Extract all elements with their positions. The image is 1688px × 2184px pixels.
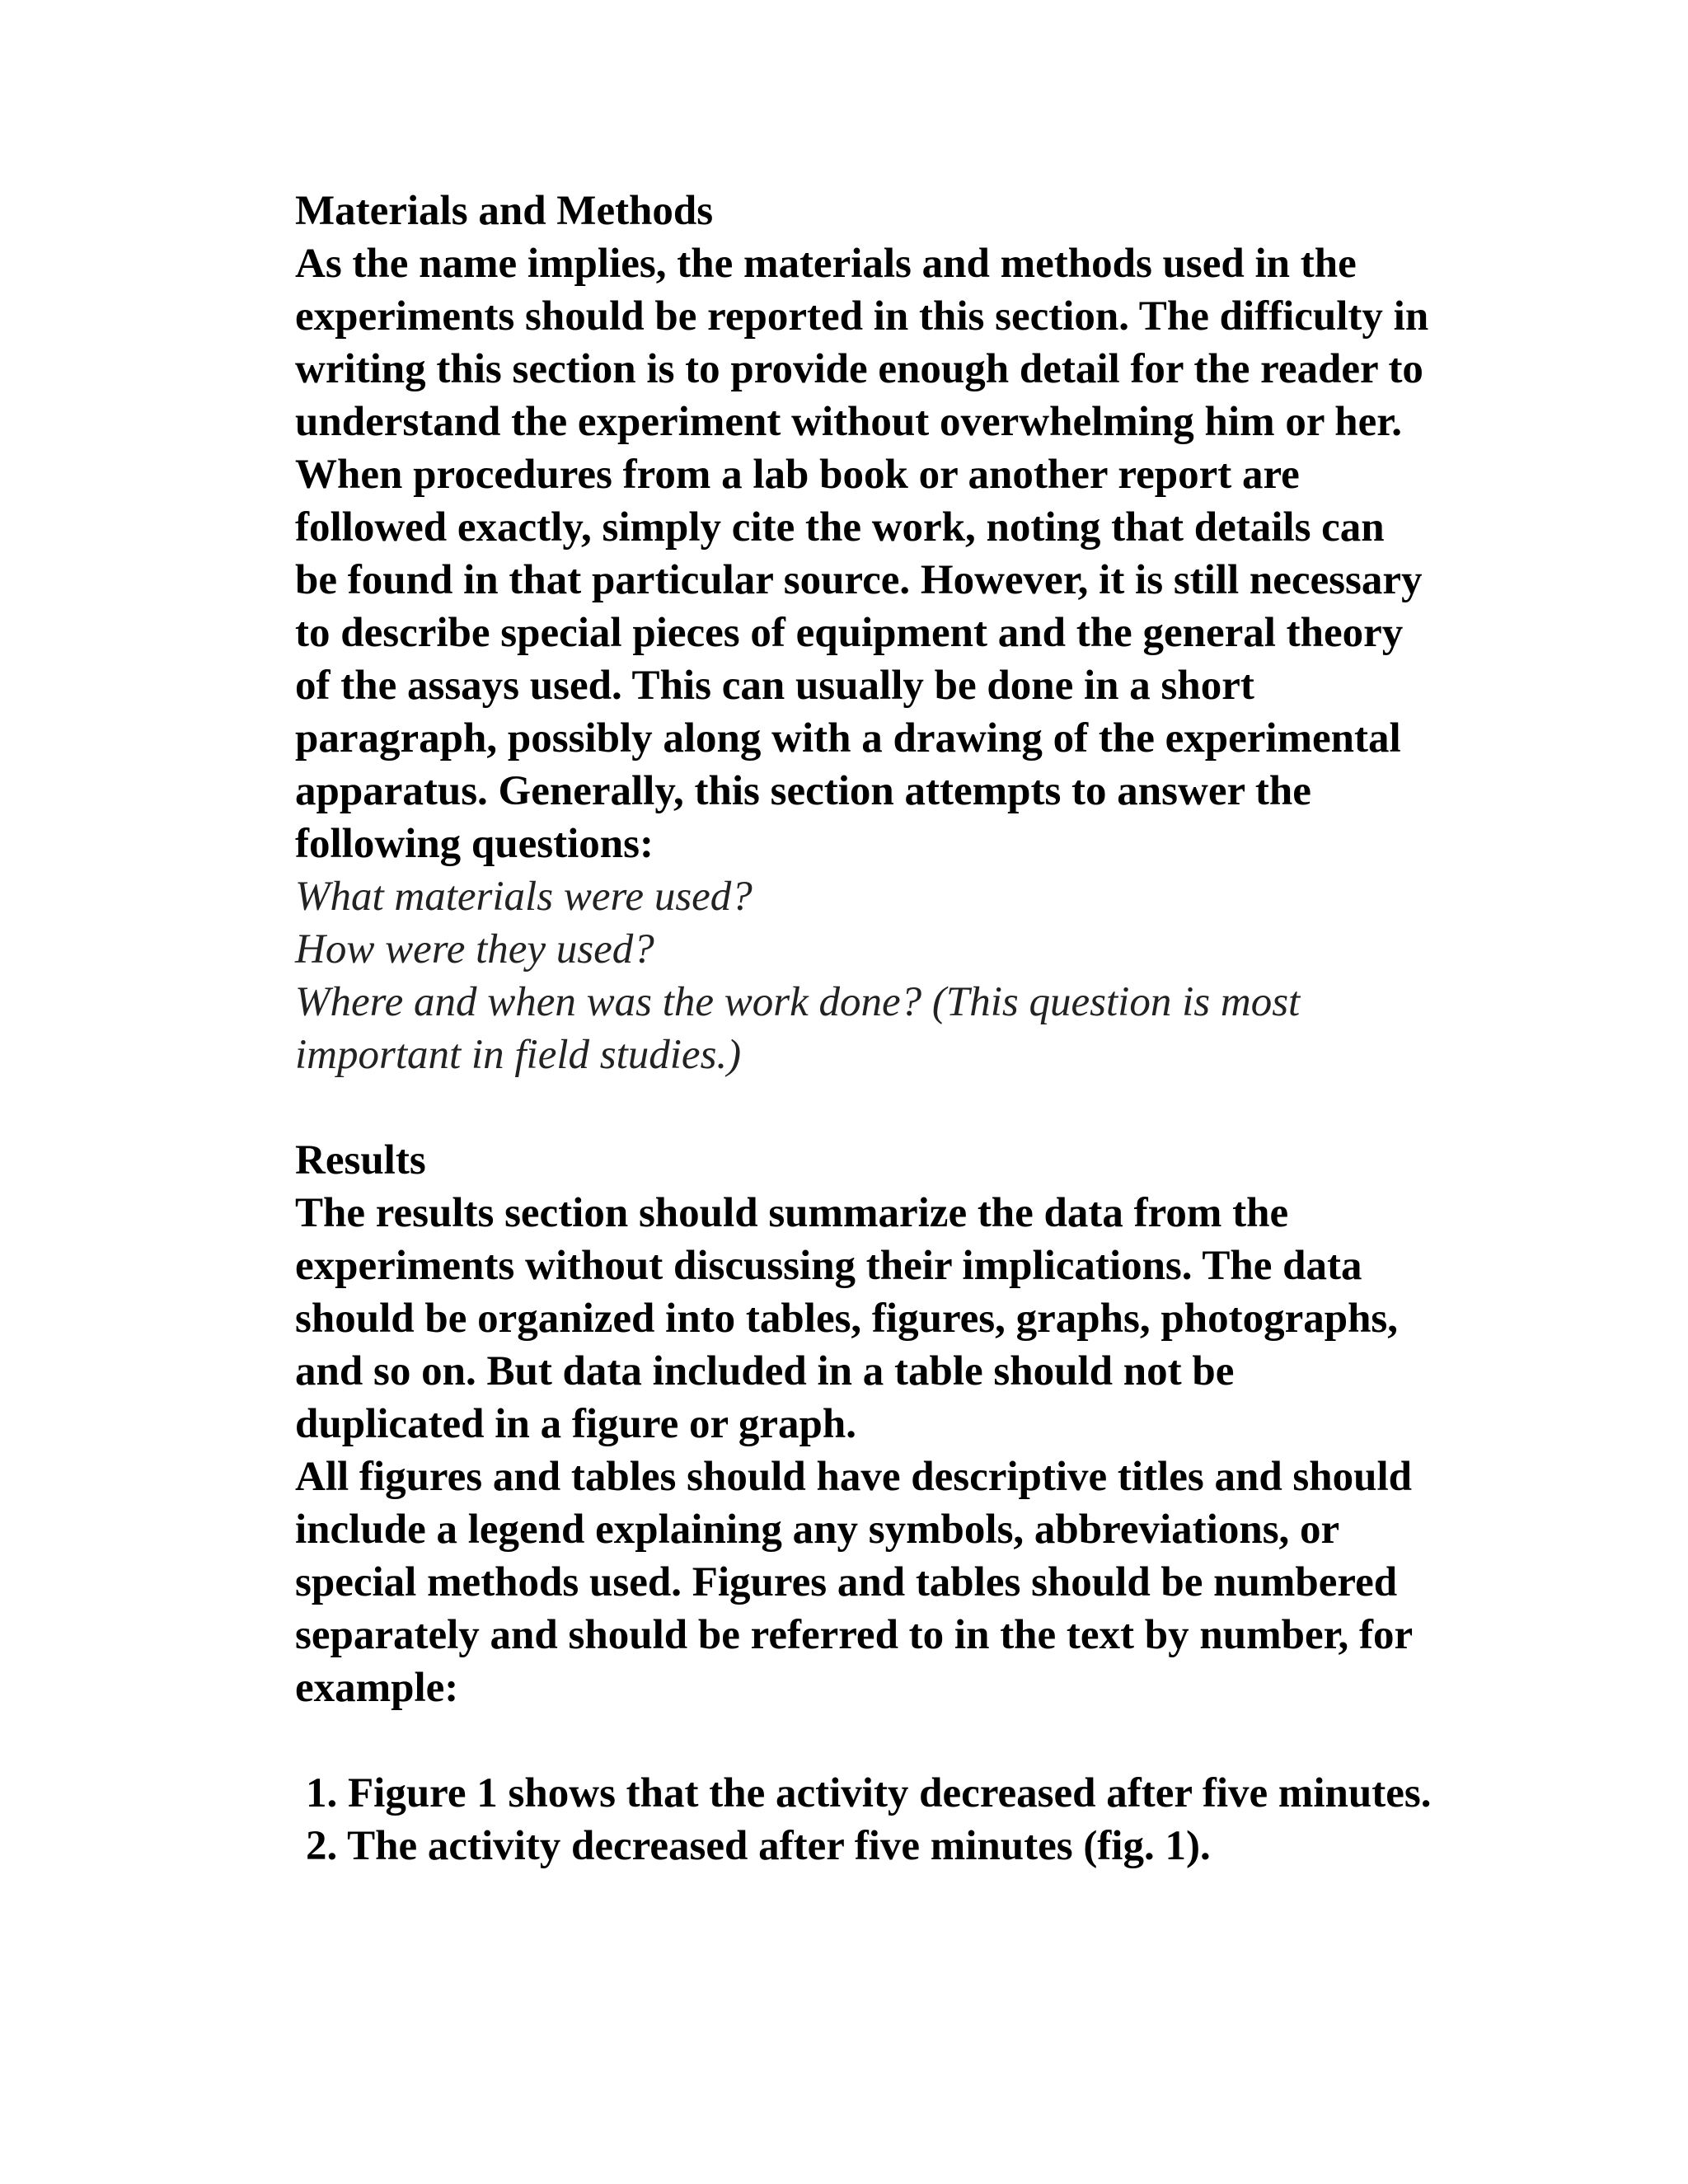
- question-2: How were they used?: [295, 926, 654, 972]
- example-item-2: 2. The activity decreased after five minutes (fig. 1).: [306, 1823, 1211, 1869]
- results-paragraph-2: All figures and tables should have descriptive titles and should include a legend explaining any symbols, abbreviations, or special methods used. Figures and tables should be numbered separately and should be referred to in the text by number, for example:: [295, 1454, 1413, 1711]
- results-heading: Results: [295, 1137, 426, 1183]
- section-spacer: [295, 1081, 1432, 1134]
- question-1: What materials were used?: [295, 874, 753, 920]
- document-body: [295, 185, 1432, 1872]
- example-item-1: 1. Figure 1 shows that the activity decreased after five minutes.: [306, 1770, 1432, 1816]
- list-spacer: [295, 1714, 1432, 1767]
- materials-methods-paragraph: As the name implies, the materials and methods used in the experiments should be reported in this section. The difficulty in writing this section is to provide enough detail for the reader to understand the experiment without overwhelming him or her. When procedures from a lab book or another report are followed exactly, simply cite the work, noting that details can be found in that particular source. However, it is still necessary to describe special pieces of equipment and the general theory of the assays used. This can usually be done in a short paragraph, possibly along with a drawing of the experimental apparatus. Generally, this section attempts to answer the following questions:: [295, 241, 1429, 867]
- question-3: Where and when was the work done? (This question is most important in field studies.): [295, 979, 1301, 1078]
- materials-methods-heading: Materials and Methods: [295, 188, 714, 234]
- results-paragraph-1: The results section should summarize the data from the experiments without discussing their implications. The data should be organized into tables, figures, graphs, photographs, and so on. But data included in a table should not be duplicated in a figure or graph.: [295, 1190, 1399, 1447]
